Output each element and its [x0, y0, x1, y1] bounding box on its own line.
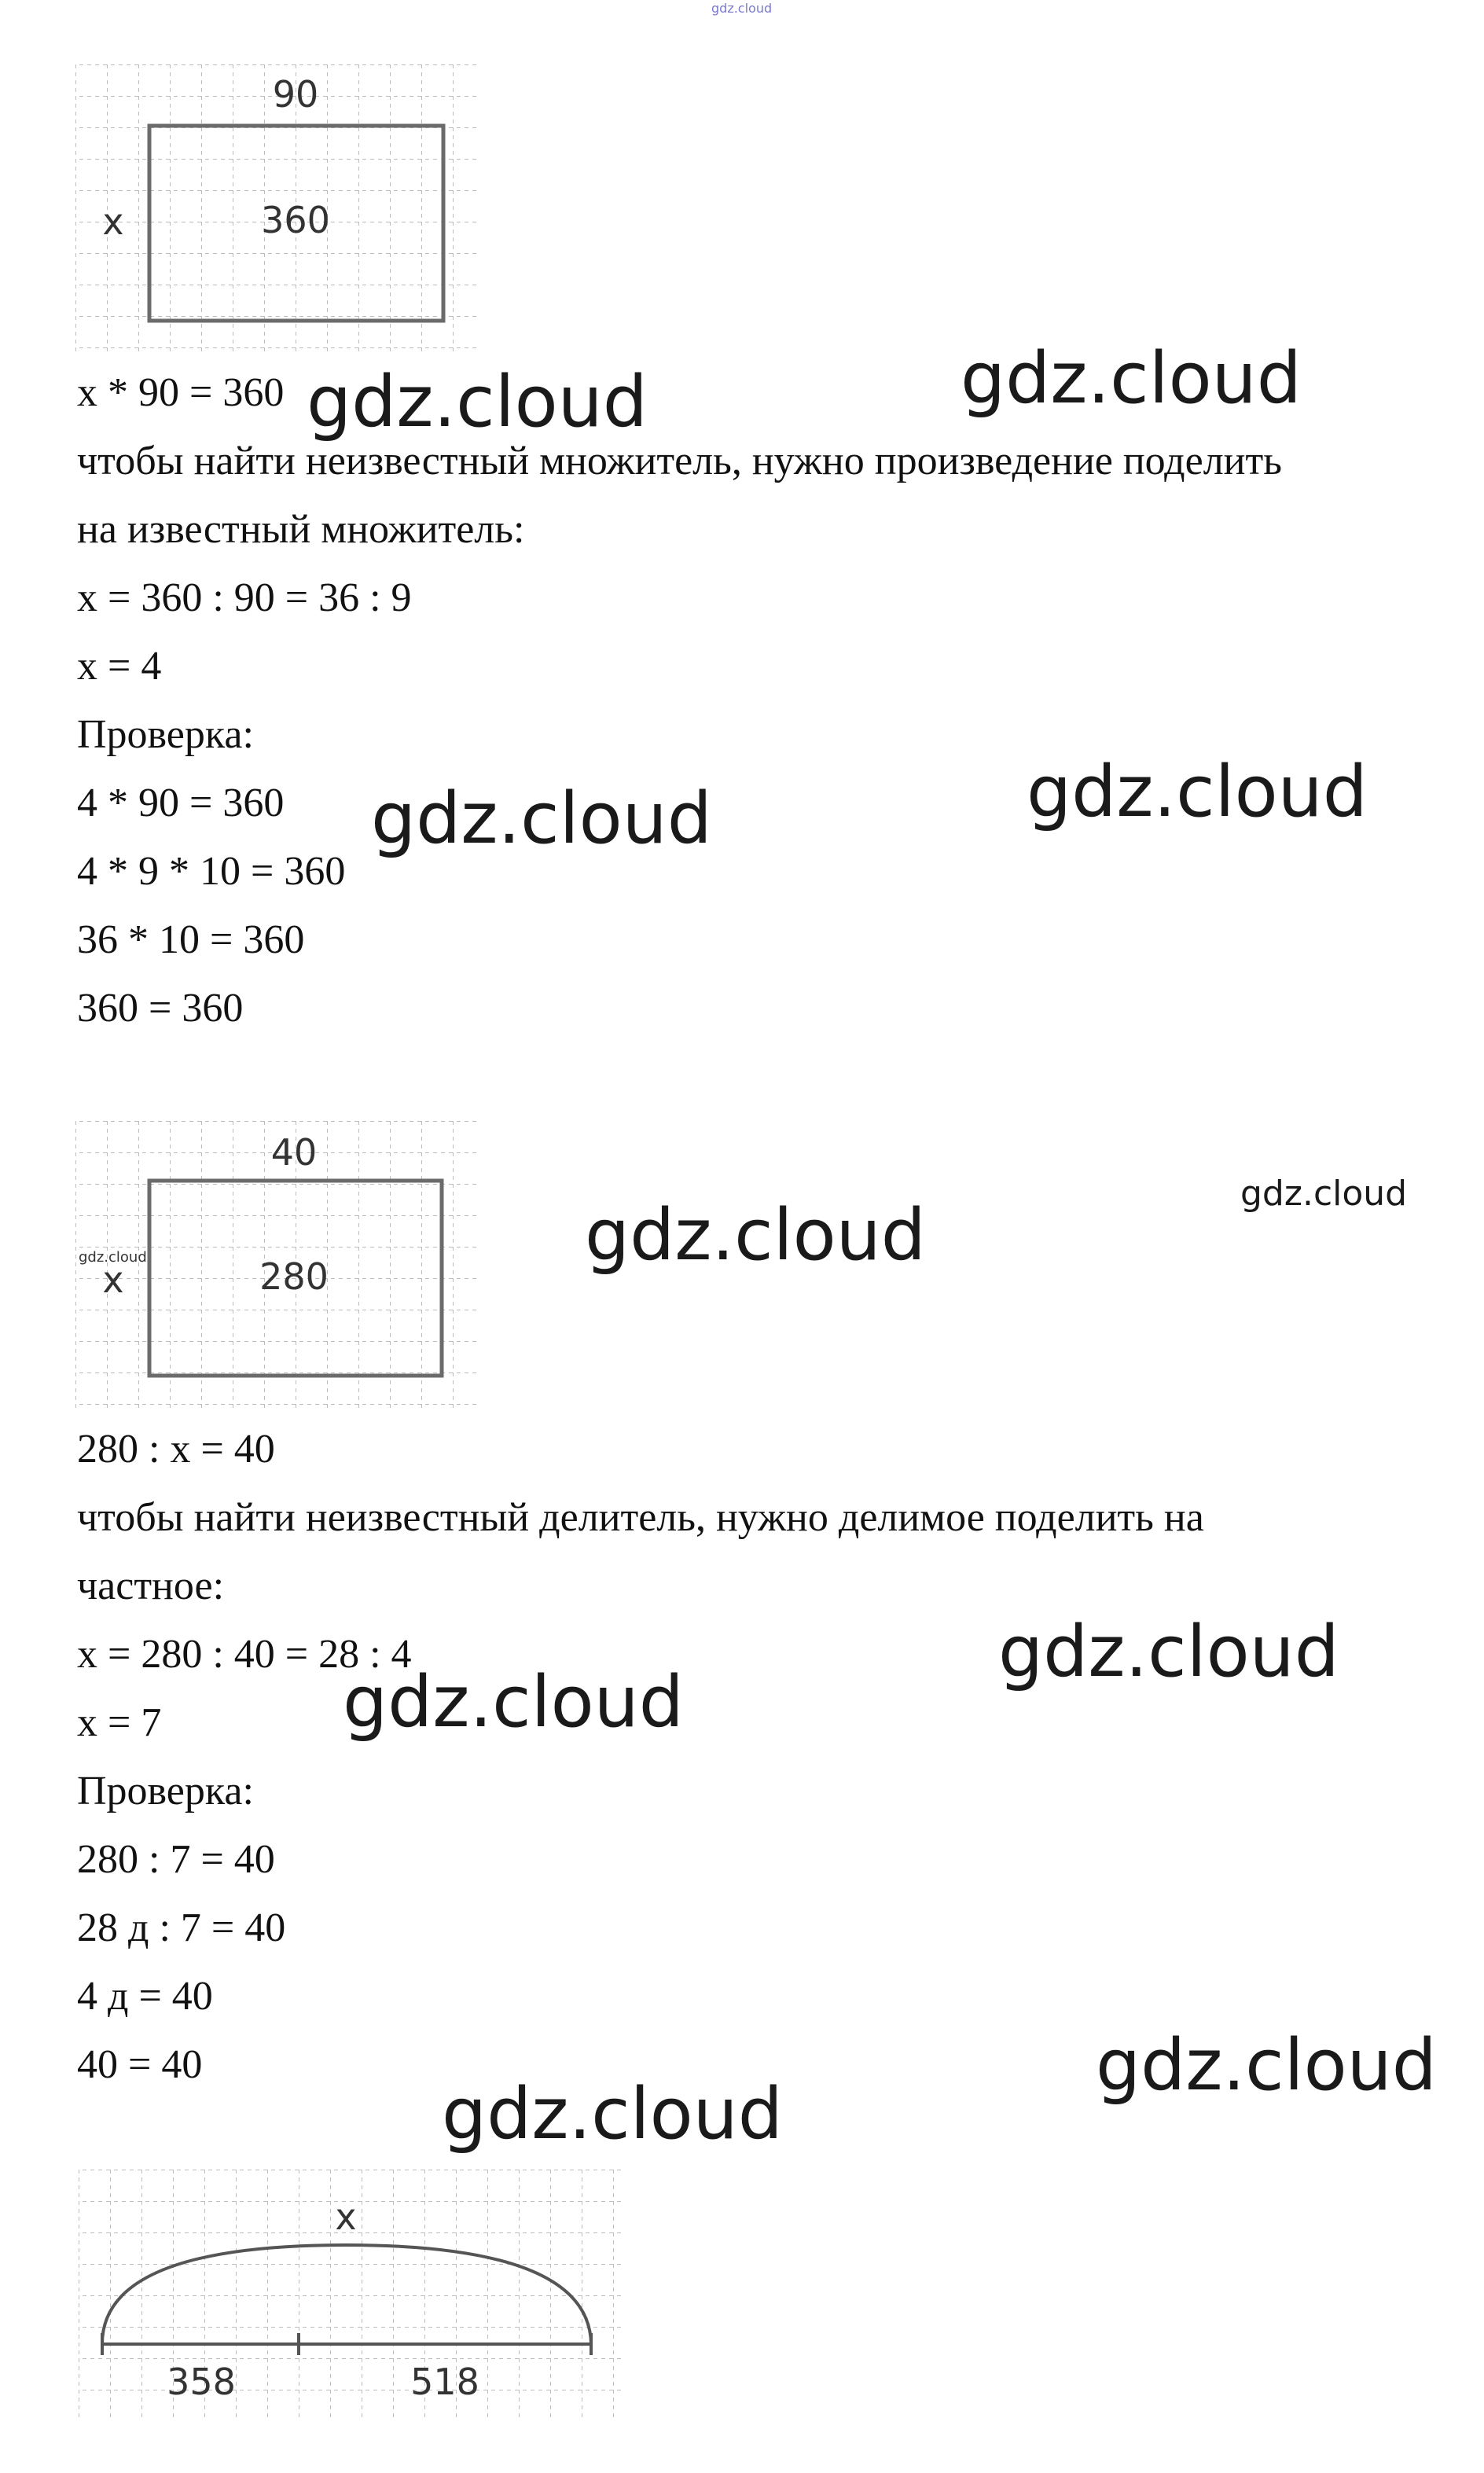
check-line: 4 * 90 = 360 [77, 781, 285, 825]
check-line: 4 * 9 * 10 = 360 [77, 849, 346, 894]
watermark: gdz.cloud [79, 1249, 147, 1266]
check-line: 280 : 7 = 40 [77, 1837, 275, 1882]
watermark: gdz.cloud [1027, 751, 1368, 833]
area-label: 360 [261, 199, 330, 241]
equation-line: 280 : x = 40 [77, 1427, 275, 1472]
segment-figure [79, 2170, 629, 2429]
check-line: 28 д : 7 = 40 [77, 1905, 286, 1950]
solution-line: x = 360 : 90 = 36 : 9 [77, 575, 412, 620]
watermark: gdz.cloud [585, 1194, 926, 1277]
watermark: gdz.cloud [998, 1611, 1339, 1693]
check-heading: Проверка: [77, 1769, 254, 1813]
check-line: 360 = 360 [77, 986, 244, 1031]
rule-line-cont: на известный множитель: [77, 507, 525, 552]
check-line: 36 * 10 = 360 [77, 917, 305, 962]
top-side-label: 90 [272, 73, 319, 116]
left-part-label: 358 [167, 2361, 236, 2403]
check-line: 40 = 40 [77, 2042, 203, 2087]
rule-line: чтобы найти неизвестный множитель, нужно произведение поделить [77, 439, 1282, 483]
left-side-label: x [102, 200, 124, 243]
left-side-label: x [102, 1259, 124, 1301]
top-side-label: 40 [270, 1131, 318, 1174]
watermark: gdz.cloud [961, 337, 1302, 420]
rectangle-figure-1 [75, 64, 484, 355]
check-heading: Проверка: [77, 712, 254, 757]
total-label: x [335, 2196, 357, 2238]
check-line: 4 д = 40 [77, 1974, 213, 2019]
watermark: gdz.cloud [1096, 2024, 1437, 2107]
right-part-label: 518 [410, 2361, 479, 2403]
watermark: gdz.cloud [343, 1661, 684, 1744]
area-label: 280 [259, 1255, 329, 1298]
watermark: gdz.cloud [371, 777, 712, 860]
rule-line: чтобы найти неизвестный делитель, нужно делимое поделить на [77, 1495, 1204, 1540]
equation-line: x * 90 = 360 [77, 370, 285, 415]
answer-line: x = 4 [77, 644, 162, 689]
watermark: gdz.cloud [1240, 1174, 1408, 1214]
answer-line: x = 7 [77, 1700, 162, 1745]
rule-line-cont: частное: [77, 1564, 225, 1608]
solution-line: x = 280 : 40 = 28 : 4 [77, 1632, 412, 1677]
watermark: gdz.cloud [307, 361, 648, 443]
watermark-top: gdz.cloud [711, 1, 773, 16]
rectangle-figure-2 [75, 1121, 484, 1412]
watermark: gdz.cloud [442, 2073, 783, 2155]
